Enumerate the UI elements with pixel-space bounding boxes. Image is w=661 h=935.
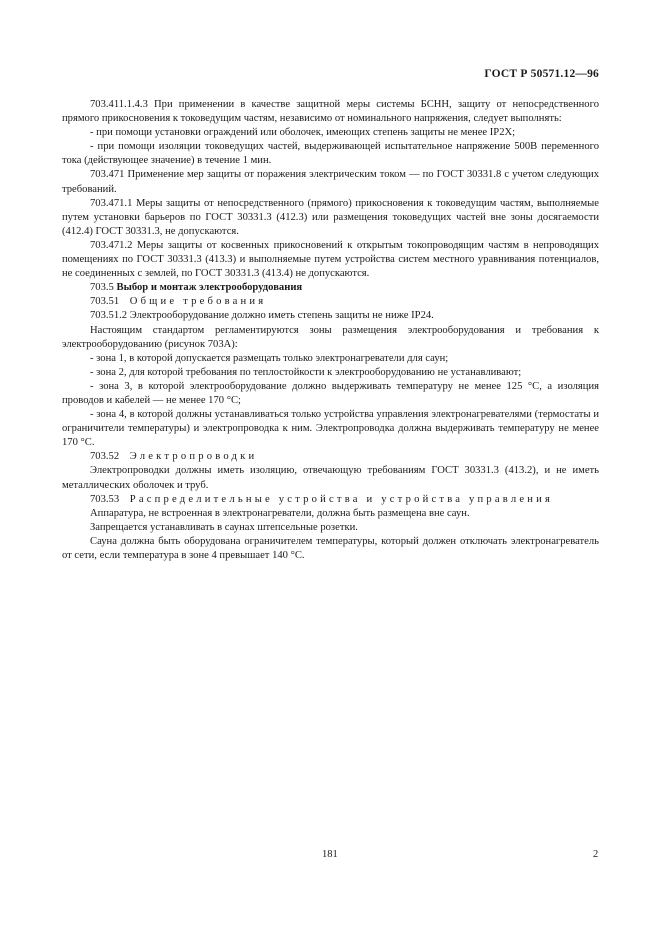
paragraph: Настоящим стандартом регламентируются зоны размещения электрооборудования и требования к электрооборудованию (рисунок 703А): [62,324,599,350]
paragraph: 703.471.2 Меры защиты от косвенных прикосновений к открытым токопроводящим частям в непроводящих помещениях по ГОСТ 30331.3 (413.3) и выполняемые путем устройства систем местного уравнивания потенциалов, не соединенных с землей, по ГОСТ 30331.3 (413.4) не допускаются. [62,239,599,280]
subsection-heading [62,493,599,507]
paragraph: Электропроводки должны иметь изоляцию, отвечающую требованиям ГОСТ 30331.3 (413.2), и не иметь металлических оболочек и труб. [62,465,599,491]
zone-item: - зона 2, для которой требования по теплостойкости к электрооборудованию не устанавливают; [90,366,522,378]
subsection-number: 703.52 [90,451,120,463]
subsection-title: Общие требования [129,296,267,308]
subsection-heading [62,450,599,464]
paragraph: 703.471 Применение мер защиты от поражения электрическим током — по ГОСТ 30331.8 с учетом следующих требований. [62,169,599,195]
zone-item: - зона 1, в которой допускается размещать только электронагреватели для саун; [90,352,449,364]
section-number: 703.5 [90,282,114,294]
document-code-header: ГОСТ Р 50571.12—96 [484,68,599,80]
subsection-number: 703.53 [90,493,120,505]
page-number: 181 [322,849,338,860]
section-heading [62,281,599,295]
subsection-title: Распределительные устройства и устройства управления [129,493,554,505]
sheet-number: 2 [593,849,599,860]
subsection-number: 703.51 [90,296,120,308]
paragraph: Аппаратура, не встроенная в электронагреватели, должна быть размещена вне саун. [90,507,470,519]
paragraph: 703.411.1.4.3 При применении в качестве защитной меры системы БСНН, защиту от непосредственного прямого прикосновения к токоведущим частям, независимо от номинального напряжения, следует выполнять: [62,99,599,125]
subsection-title: Электропроводки [129,451,258,463]
zone-item: - зона 4, в которой должны устанавливаться только устройства управления электронагревателями (термостаты и ограничители температуры) и электропроводка к ним. Электропроводка должна выдерживать температуру не менее 170 °С. [62,409,599,449]
section-title: Выбор и монтаж электрооборудования [116,282,303,294]
paragraph: - при помощи установки ограждений или оболочек, имеющих степень защиты не менее IP2X; [90,127,516,139]
paragraph: 703.471.1 Меры защиты от непосредственного (прямого) прикосновения к токоведущим частям, выполняемые путем установки барьеров по ГОСТ 30331.3 (412.3) или размещения токоведущих частей вне зоны досягаемости (412.4) ГОСТ 30331.3, не допускаются. [62,197,599,237]
subsection-heading [62,295,599,309]
paragraph: - при помощи изоляции токоведущих частей, выдерживающей испытательное напряжение 500В переменного тока (действующее значение) в течение 1 мин. [62,141,599,167]
paragraph: Запрещается устанавливать в саунах штепсельные розетки. [90,521,358,533]
document-body [62,98,599,563]
paragraph: Сауна должна быть оборудована ограничителем температуры, который должен отключать электронагреватель от сети, если температура в зоне 4 превышает 140 °С. [62,535,599,561]
paragraph: 703.51.2 Электрооборудование должно иметь степень защиты не ниже IP24. [90,310,434,322]
zone-item: - зона 3, в которой электрооборудование должно выдерживать температуру не менее 125 °С, а изоляция проводов и кабелей — не менее 170 °С; [62,380,599,406]
